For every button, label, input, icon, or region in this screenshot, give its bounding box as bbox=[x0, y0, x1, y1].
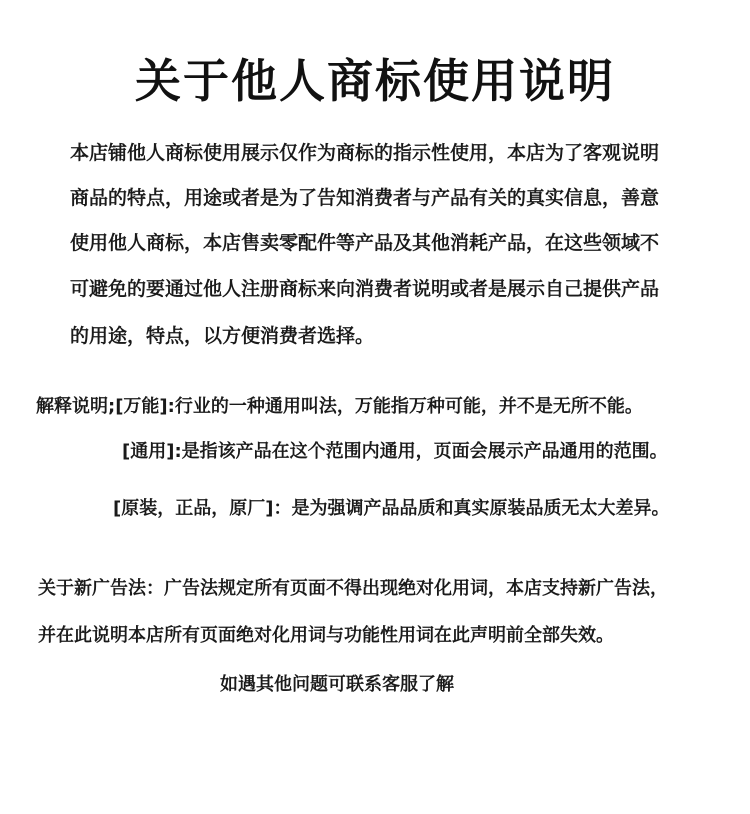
explanation-original: [原装，正品，原厂]：是为强调产品品质和真实原装品质无太大差异。 bbox=[113, 498, 670, 519]
notice-title: 关于他人商标使用说明 bbox=[135, 54, 615, 108]
body-paragraph-line: 商品的特点，用途或者是为了告知消费者与产品有关的真实信息，善意 bbox=[70, 187, 660, 209]
body-paragraph-line: 使用他人商标，本店售卖零配件等产品及其他消耗产品，在这些领域不 bbox=[70, 232, 660, 254]
ad-law-line: 关于新广告法：广告法规定所有页面不得出现绝对化用词，本店支持新广告法， bbox=[38, 578, 668, 599]
body-paragraph-line: 可避免的要通过他人注册商标来向消费者说明或者是展示自己提供产品 bbox=[70, 278, 660, 300]
explanation-general: [通用]:是指该产品在这个范围内通用，页面会展示产品通用的范围。 bbox=[122, 441, 668, 462]
body-paragraph-line: 本店铺他人商标使用展示仅作为商标的指示性使用，本店为了客观说明 bbox=[70, 142, 660, 164]
explanation-universal: 解释说明;[万能]:行业的一种通用叫法，万能指万种可能，并不是无所不能。 bbox=[36, 396, 643, 417]
contact-note: 如遇其他问题可联系客服了解 bbox=[220, 674, 454, 695]
body-paragraph-line: 的用途，特点，以方便消费者选择。 bbox=[70, 325, 375, 347]
ad-law-line: 并在此说明本店所有页面绝对化用词与功能性用词在此声明前全部失效。 bbox=[38, 625, 614, 646]
